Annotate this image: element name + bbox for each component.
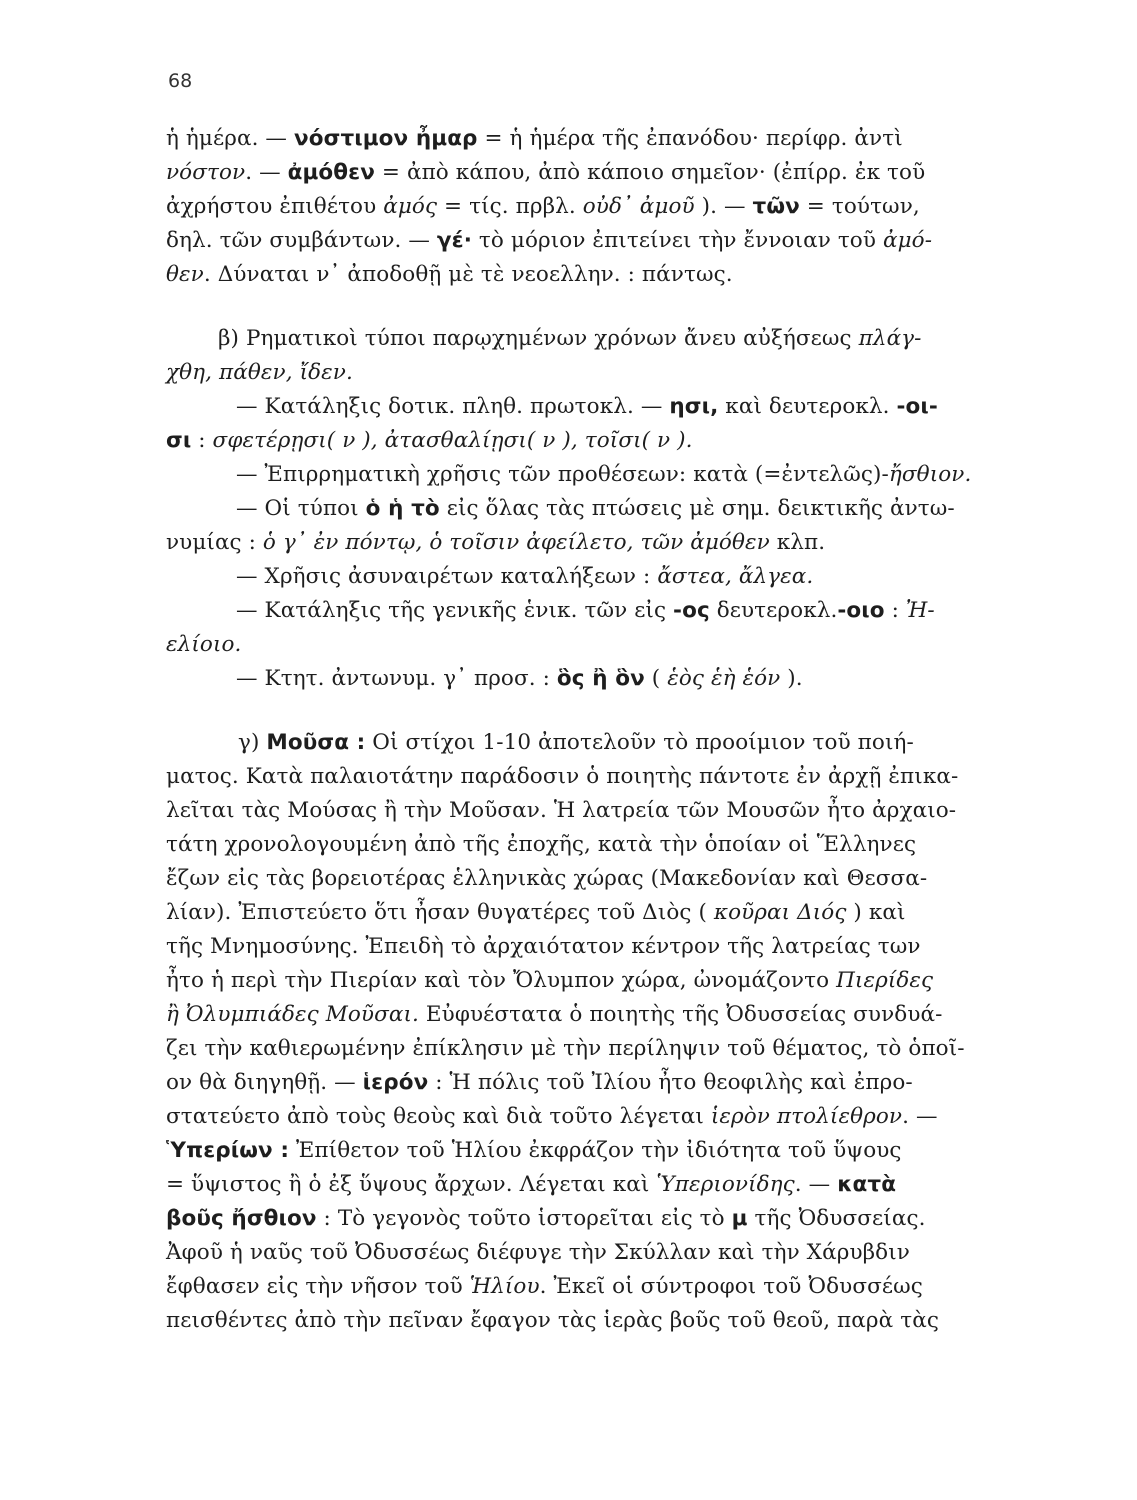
lemma-term: Μοῦσα :: [266, 730, 366, 755]
quoted-form: νόστον: [166, 160, 246, 185]
line-text: λίαν). Ἐπιστεύετο ὅτι ἦσαν θυγατέρες τοῦ Διὸς (: [166, 900, 714, 925]
text-line: [166, 424, 1026, 458]
quoted-form: Πιερίδες: [836, 968, 934, 993]
lemma-term: κατὰ: [837, 1172, 897, 1197]
line-text: τάτη χρονολογουμένη ἀπὸ τῆς ἐποχῆς, κατὰ τὴν ὁποίαν οἱ Ἕλληνες: [166, 832, 917, 857]
text-line: [166, 390, 1026, 424]
text-line: [166, 998, 1026, 1032]
lemma-term: γέ·: [436, 228, 472, 253]
line-text: . Δύναται ν᾽ ἀποδοθῇ μὲ τὲ νεοελλην. : πάντως.: [203, 262, 733, 287]
line-text: . —: [902, 1104, 938, 1129]
text-line: [166, 190, 1026, 224]
line-text: — Κτητ. ἀντωνυμ. γ᾽ προσ. :: [236, 666, 557, 691]
text-line: [166, 156, 1026, 190]
lemma-term: -οιο: [837, 598, 885, 623]
text-line: [166, 662, 1026, 696]
lemma-term: μ: [731, 1206, 748, 1231]
line-text: λεῖται τὰς Μούσας ἢ τὴν Μοῦσαν. Ἡ λατρεία τῶν Μουσῶν ἦτο ἀρχαιο-: [166, 798, 957, 823]
text-line: [166, 964, 1026, 998]
line-text: Ἀφοῦ ἡ ναῦς τοῦ Ὀδυσσέως διέφυγε τὴν Σκύλλαν καὶ τὴν Χάρυβδιν: [166, 1240, 910, 1265]
text-line: [166, 492, 1026, 526]
quoted-form: πλάγ-: [858, 326, 922, 351]
line-text: ματος. Κατὰ παλαιοτάτην παράδοσιν ὁ ποιητὴς πάντοτε ἐν ἀρχῇ ἐπικα-: [166, 764, 959, 789]
line-text: — Οἱ τύποι: [236, 496, 366, 521]
text-line: [166, 1202, 1026, 1236]
text-line: [166, 930, 1026, 964]
lemma-term: ησι,: [669, 394, 719, 419]
lemma-term: ὃς ἢ ὃν: [556, 666, 645, 691]
line-text: δευτεροκλ.: [709, 598, 838, 623]
quoted-form: Ἠ-: [905, 598, 935, 623]
line-text: = τούτων,: [799, 194, 920, 219]
text-line: [166, 760, 1026, 794]
text-line: [166, 1236, 1026, 1270]
quoted-form: ἀμό-: [882, 228, 933, 253]
line-text: — Κατάληξις τῆς γενικῆς ἑνικ. τῶν εἰς: [236, 598, 674, 623]
text-line: [166, 258, 1026, 292]
line-text: τὸ μόριον ἐπιτείνει τὴν ἔννοιαν τοῦ: [471, 228, 883, 253]
line-text: :: [191, 428, 213, 453]
line-text: = τίς. πρβλ.: [437, 194, 583, 219]
lemma-term: σι: [166, 428, 192, 453]
lemma-term: βοῦς ἤσθιον: [166, 1206, 317, 1231]
text-line: [166, 896, 1026, 930]
quoted-form: ελίοιο.: [166, 632, 242, 657]
text-line: [166, 794, 1026, 828]
text-line: [166, 560, 1026, 594]
quoted-form: ἱερὸν πτολίεθρον: [710, 1104, 903, 1129]
line-text: καὶ δευτεροκλ.: [718, 394, 897, 419]
line-text: : Τὸ γεγονὸς τοῦτο ἱστορεῖται εἰς τὸ: [316, 1206, 732, 1231]
text-line: [166, 356, 1026, 390]
quoted-form: ἢ Ὀλυμπιάδες Μοῦσαι.: [166, 1002, 419, 1027]
text-line: [166, 628, 1026, 662]
lemma-term: ὁ ἡ τὸ: [365, 496, 440, 521]
line-text: Οἱ στίχοι 1-10 ἀποτελοῦν τὸ προοίμιον τοῦ ποιή-: [365, 730, 914, 755]
line-text: β) Ρηματικοὶ τύποι παρῳχημένων χρόνων ἄνευ αὐξήσεως: [218, 326, 859, 351]
lemma-term: τῶν: [752, 194, 800, 219]
text-line: [166, 726, 1026, 760]
lemma-term: νόστιμον ἦμαρ: [293, 126, 478, 151]
text-line: [166, 224, 1026, 258]
line-text: γ): [238, 730, 267, 755]
line-text: ).: [780, 666, 803, 691]
text-line: [166, 1304, 1026, 1338]
quoted-form: σφετέρῃσι( ν ), ἀτασθαλίῃσι( ν ), τοῖσι( ν ).: [212, 428, 693, 453]
line-text: ἦτο ἡ περὶ τὴν Πιερίαν καὶ τὸν Ὄλυμπον χώρα, ὠνομάζοντο: [166, 968, 837, 993]
text-line: [166, 828, 1026, 862]
line-text: στατεύετο ἀπὸ τοὺς θεοὺς καὶ διὰ τοῦτο λέγεται: [166, 1104, 711, 1129]
line-text: ζει τὴν καθιερωμένην ἐπίκλησιν μὲ τὴν περίληψιν τοῦ θέματος, τὸ ὁποῖ-: [166, 1036, 965, 1061]
text-line: [166, 526, 1026, 560]
line-text: ον θὰ διηγηθῇ. —: [166, 1070, 363, 1095]
line-text: = ὕψιστος ἢ ὁ ἐξ ὕψους ἄρχων. Λέγεται καὶ: [166, 1172, 657, 1197]
line-text: — Κατάληξις δοτικ. πληθ. πρωτοκλ. —: [236, 394, 670, 419]
lemma-term: ἱερόν: [362, 1070, 429, 1095]
line-text: : Ἡ πόλις τοῦ Ἰλίου ἦτο θεοφιλὴς καὶ ἐπρο-: [428, 1070, 913, 1095]
page-body: [166, 122, 1026, 1338]
line-text: ἀχρήστου ἐπιθέτου: [166, 194, 384, 219]
line-text: ) καὶ: [846, 900, 906, 925]
quoted-form: χθη, πάθεν, ἴδεν.: [166, 360, 353, 385]
quoted-form: ὁ γ᾽ ἐν πόντῳ, ὁ τοῖσιν ἀφείλετο, τῶν ἀμόθεν: [262, 530, 770, 555]
text-line: [166, 458, 1026, 492]
lemma-term: ἀμόθεν: [287, 160, 375, 185]
text-line: [166, 1168, 1026, 1202]
text-line: [166, 594, 1026, 628]
line-text: ἔζων εἰς τὰς βορειοτέρας ἑλληνικὰς χώρας (Μακεδονίαν καὶ Θεσσα-: [166, 866, 928, 891]
line-text: Ἐπίθετον τοῦ Ἡλίου ἐκφράζον τὴν ἰδιότητα τοῦ ὕψους: [289, 1138, 902, 1163]
text-line: [166, 1134, 1026, 1168]
line-text: . —: [794, 1172, 838, 1197]
text-line: [166, 1066, 1026, 1100]
line-text: ). —: [694, 194, 753, 219]
line-text: τῆς Μνημοσύνης. Ἐπειδὴ τὸ ἀρχαιότατον κέντρον τῆς λατρείας των: [166, 934, 921, 959]
lemma-term: -οι-: [896, 394, 938, 419]
quoted-form: ἑὸς ἑὴ ἑόν: [667, 666, 781, 691]
line-text: = ἡ ἡμέρα τῆς ἐπανόδου· περίφρ. ἀντὶ: [477, 126, 903, 151]
text-line: [166, 322, 1026, 356]
line-text: εἰς ὅλας τὰς πτώσεις μὲ σημ. δεικτικῆς ἀντω-: [439, 496, 955, 521]
quoted-form: Ὑπεριονίδης: [656, 1172, 795, 1197]
line-text: ἡ ἡμέρα. —: [166, 126, 294, 151]
line-text: κλπ.: [769, 530, 826, 555]
line-text: Εὐφυέστατα ὁ ποιητὴς τῆς Ὀδυσσείας συνδυά-: [418, 1002, 943, 1027]
text-line: [166, 1270, 1026, 1304]
quoted-form: ἄστεα, ἄλγεα.: [657, 564, 814, 589]
line-text: πεισθέντες ἀπὸ τὴν πεῖναν ἔφαγον τὰς ἱερὰς βοῦς τοῦ θεοῦ, παρὰ τὰς: [166, 1308, 939, 1333]
line-text: . Ἐκεῖ οἱ σύντροφοι τοῦ Ὀδυσσέως: [539, 1274, 923, 1299]
line-text: νυμίας :: [166, 530, 263, 555]
line-text: δηλ. τῶν συμβάντων. —: [166, 228, 437, 253]
text-line: [166, 862, 1026, 896]
quoted-form: θεν: [166, 262, 204, 287]
text-line: [166, 1100, 1026, 1134]
quoted-form: κοῦραι Διός: [713, 900, 847, 925]
lemma-term: -ος: [673, 598, 710, 623]
line-text: ἔφθασεν εἰς τὴν νῆσον τοῦ: [166, 1274, 470, 1299]
quoted-form: οὐδ᾽ ἀμοῦ: [582, 194, 695, 219]
quoted-form: Ἡλίου: [469, 1274, 540, 1299]
line-text: :: [884, 598, 906, 623]
quoted-form: ἤσθιον.: [888, 462, 972, 487]
text-line: [166, 1032, 1026, 1066]
line-text: = ἀπὸ κάπου, ἀπὸ κάποιο σημεῖον· (ἐπίρρ. ἐκ τοῦ: [374, 160, 926, 185]
page-number: 68: [168, 70, 193, 92]
lemma-term: Ὑπερίων :: [166, 1138, 290, 1163]
text-line: [166, 122, 1026, 156]
line-text: . —: [245, 160, 288, 185]
line-text: τῆς Ὀδυσσείας.: [747, 1206, 926, 1231]
quoted-form: ἀμός: [383, 194, 438, 219]
line-text: — Ἐπιρρηματικὴ χρῆσις τῶν προθέσεων: κατὰ (=ἐντελῶς)-: [236, 462, 889, 487]
line-text: — Χρῆσις ἀσυναιρέτων καταλήξεων :: [236, 564, 658, 589]
line-text: (: [644, 666, 668, 691]
